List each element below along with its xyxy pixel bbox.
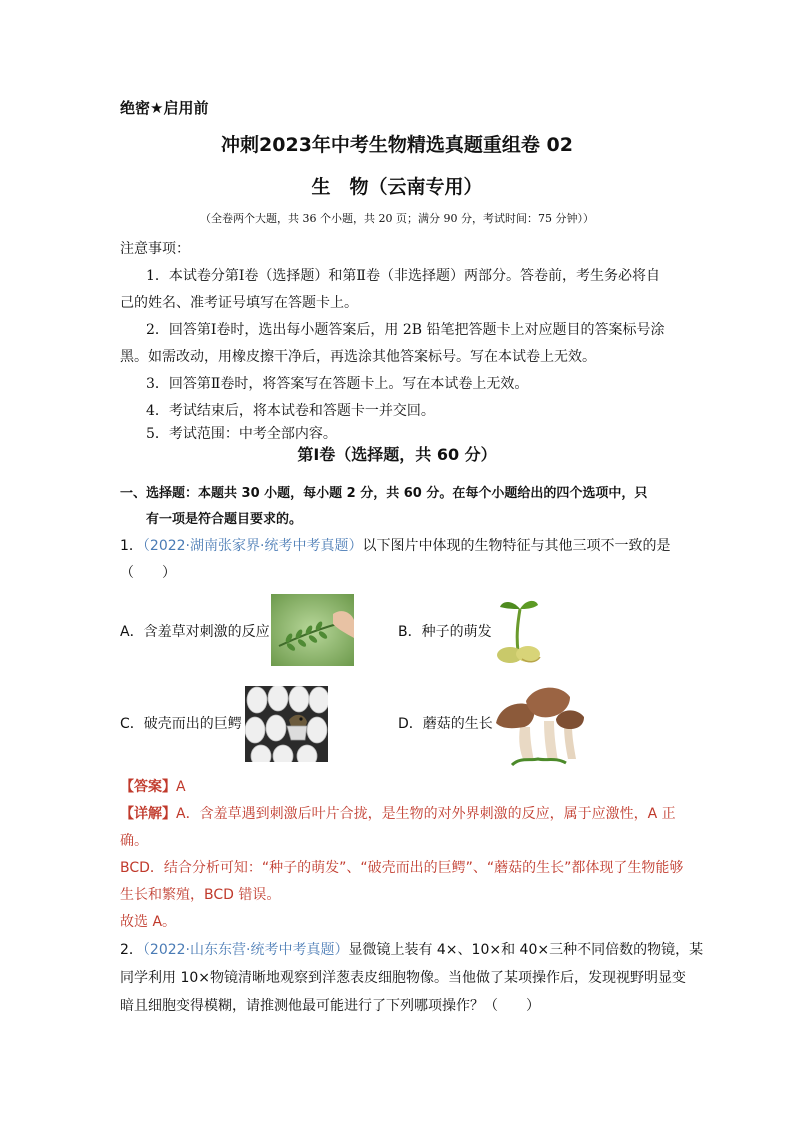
eggs-icon — [245, 686, 328, 762]
detail-line-4: 生长和繁殖，BCD 错误。 — [120, 887, 281, 903]
detail-line-3: BCD．结合分析可知：“种子的萌发”、“破壳而出的巨鳄”、“蘑菇的生长”都体现了生物能够 — [120, 860, 684, 876]
seed-sprout-image — [494, 593, 546, 668]
question-source: （2022·山东东营·统考中考真题） — [142, 942, 349, 958]
notes-label: 注意事项： — [120, 241, 190, 257]
page-title: 冲刺2023年中考生物精选真题重组卷 02 — [221, 134, 573, 156]
option-c-label: C．破壳而出的巨鳄 — [120, 716, 242, 732]
note-4: 4．考试结束后，将本试卷和答题卡一并交回。 — [146, 403, 435, 419]
option-b-label: B．种子的萌发 — [398, 624, 492, 640]
question-text: 显微镜上装有 4×、10×和 40×三种不同倍数的物镜，某 — [348, 942, 704, 958]
page-subtitle: 生 物（云南专用） — [311, 176, 483, 198]
question-1-blank: （ ） — [120, 565, 176, 581]
mushroom-icon — [490, 681, 586, 767]
answer-line — [120, 776, 186, 796]
sprout-icon — [494, 593, 546, 668]
crocodile-eggs-image — [245, 686, 328, 762]
mimosa-leaf-icon — [271, 594, 354, 666]
question-source: （2022·湖南张家界·统考中考真题） — [142, 538, 363, 554]
detail-line-2: 确。 — [120, 833, 148, 849]
section-title: 第Ⅰ卷（选择题，共 60 分） — [297, 445, 497, 464]
mimosa-image — [271, 594, 354, 666]
mushroom-image — [490, 681, 586, 767]
note-1b: 己的姓名、准考证号填写在答题卡上。 — [120, 295, 358, 311]
detail-line-1 — [120, 803, 676, 823]
option-d-label: D．蘑菇的生长 — [398, 716, 493, 732]
question-number: 2． — [120, 942, 143, 958]
question-2-line-1 — [120, 939, 703, 959]
question-2-line-3: 暗且细胞变得模糊，请推测他最可能进行了下列哪项操作？（ ） — [120, 998, 540, 1014]
question-1-stem — [120, 535, 670, 555]
question-text: 以下图片中体现的生物特征与其他三项不一致的是 — [362, 538, 671, 554]
note-3: 3．回答第Ⅱ卷时，将答案写在答题卡上。写在本试卷上无效。 — [146, 376, 529, 392]
question-2-line-2: 同学利用 10×物镜清晰地观察到洋葱表皮细胞物像。当他做了某项操作后，发现视野明显变 — [120, 970, 686, 986]
note-2b: 黑。如需改动，用橡皮擦干净后，再选涂其他答案标号。写在本试卷上无效。 — [120, 349, 596, 365]
exam-scope: （全卷两个大题，共 36 个小题，共 20 页；满分 90 分，考试时间：75 分钟）） — [200, 212, 594, 225]
note-5: 5．考试范围：中考全部内容。 — [146, 426, 337, 442]
conclusion-line: 故选 A。 — [120, 914, 177, 930]
note-1a: 1．本试卷分第Ⅰ卷（选择题）和第Ⅱ卷（非选择题）两部分。答卷前，考生务必将自 — [146, 268, 660, 284]
question-number: 1． — [120, 538, 143, 554]
detail-label: 【详解】 — [120, 806, 176, 822]
option-a-label: A．含羞草对刺激的反应 — [120, 624, 270, 640]
section-instruction-1: 一、选择题：本题共 30 小题，每小题 2 分，共 60 分。在每个小题给出的四个选项中，只 — [120, 486, 648, 501]
detail-text-1: A．含羞草遇到刺激后叶片合拢，是生物的对外界刺激的反应，属于应激性，A 正 — [176, 806, 676, 822]
section-instruction-2: 有一项是符合题目要求的。 — [146, 512, 303, 527]
answer-label: 【答案】 — [120, 779, 176, 795]
secret-label: 绝密★启用前 — [120, 99, 209, 117]
note-2a: 2．回答第Ⅰ卷时，选出每小题答案后，用 2B 铅笔把答题卡上对应题目的答案标号涂 — [146, 322, 665, 338]
answer-value: A — [176, 779, 186, 795]
